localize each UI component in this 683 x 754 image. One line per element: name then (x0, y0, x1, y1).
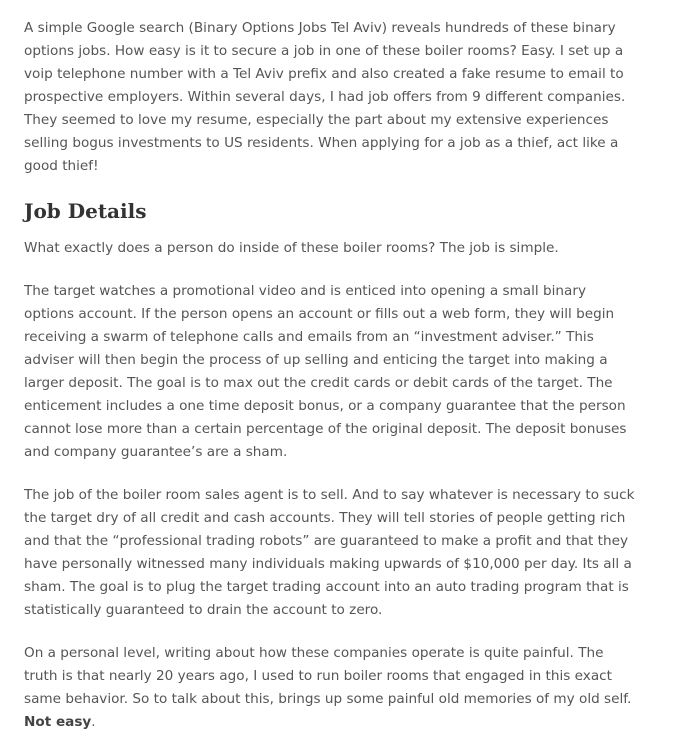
closing-period: . (91, 714, 96, 730)
target-paragraph: The target watches a promotional video and is enticed into opening a small binary options account. If the person opens an account or fills out a web form, they will begin receiving a swarm of telephone calls and emails from an “investment adviser.” This adviser will then begin the process of up selling and enticing the target into making a larger deposit. The goal is to max out the credit cards or debit cards of the target. The enticement includes a one time deposit bonus, or a company guarantee that the person cannot lose more than a certain percentage of the original deposit. The deposit bonuses and company guarantee’s are a sham. (24, 283, 627, 460)
article-body (24, 17, 639, 754)
not-easy-emphasis: Not easy (24, 714, 92, 730)
section-heading: Job Details (24, 199, 147, 223)
agent-paragraph: The job of the boiler room sales agent is to sell. And to say whatever is necessary to suck the target dry of all credit and cash accounts. They will tell stories of people getting rich and that the “professional trading robots” are guaranteed to make a profit and that they have personally witnessed many individuals making upwards of $10,000 per day. Its all a sham. The goal is to plug the target trading account into an auto trading program that is statistically guaranteed to drain the account to zero. (24, 487, 635, 618)
personal-paragraph (24, 642, 639, 734)
intro-paragraph: A simple Google search (Binary Options Jobs Tel Aviv) reveals hundreds of these binary options jobs. How easy is it to secure a job in one of these boiler rooms? Easy. I set up a voip telephone number with a Tel Aviv prefix and also created a fake resume to email to prospective employers. Within several days, I had job offers from 9 different companies. They seemed to love my resume, especially the part about my extensive experiences selling bogus investments to US residents. When applying for a job as a thief, act like a good thief! (24, 20, 626, 174)
question-paragraph: What exactly does a person do inside of these boiler rooms? The job is simple. (24, 240, 559, 256)
personal-paragraph-text: On a personal level, writing about how these companies operate is quite painful. The truth is that nearly 20 years ago, I used to run boiler rooms that engaged in this exact same behavior. So to talk about this, brings up some painful old memories of my old self. (24, 645, 632, 707)
